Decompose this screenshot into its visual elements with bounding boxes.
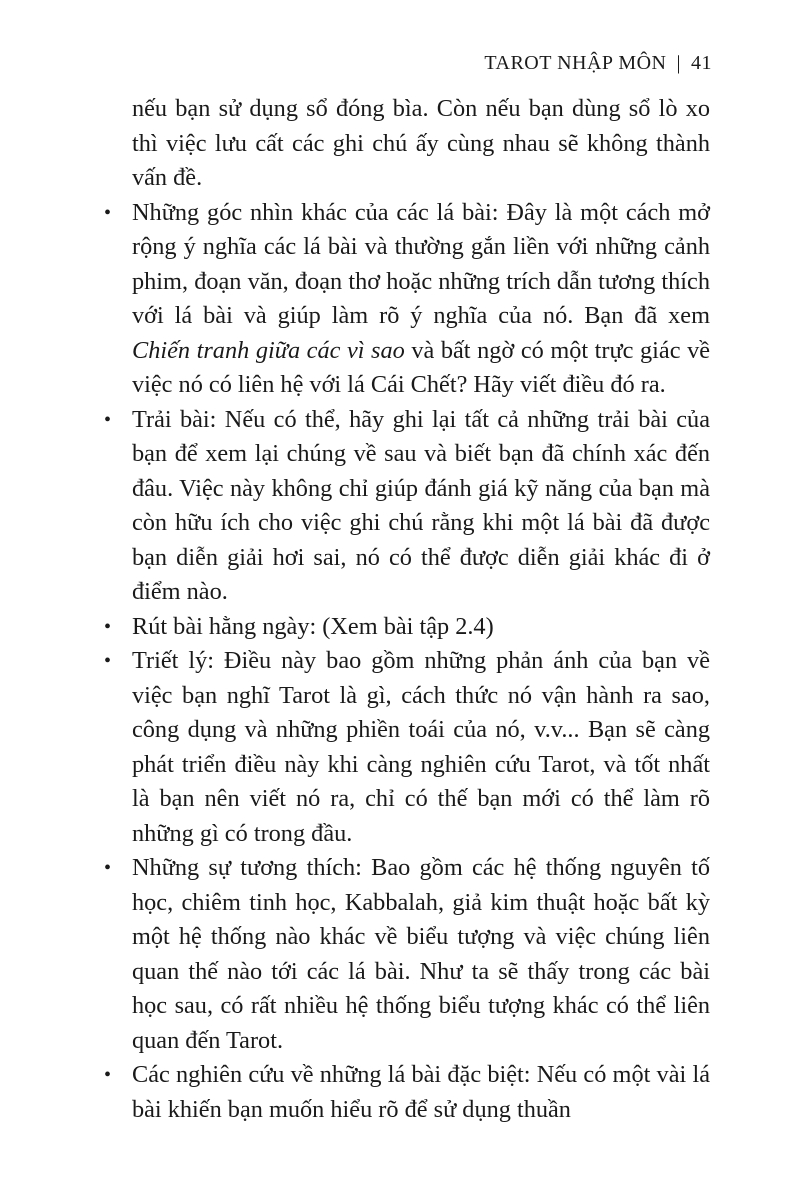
list-item-text: Triết lý: Điều này bao gồm những phản ánh của bạn về việc bạn nghĩ Tarot là gì, cách thức nó vận hành ra sao, công dụng và những phiền toái của nó, v.v... Bạn sẽ càng phát triển điều này khi càng nghiên cứu Tarot, và tốt nhất là bạn nên viết nó ra, chỉ có thế bạn mới có thể làm rõ những gì có trong đầu. bbox=[132, 647, 710, 847]
list-item-text: Trải bài: Nếu có thể, hãy ghi lại tất cả những trải bài của bạn để xem lại chúng về sau và biết bạn đã chính xác đến đâu. Việc này không chỉ giúp đánh giá kỹ năng của bạn mà còn hữu ích cho việc ghi chú rằng khi một lá bài đã được bạn diễn giải hơi sai, nó có thể được diễn giải khác đi ở điểm nào. bbox=[132, 405, 710, 605]
bullet-icon: • bbox=[104, 650, 112, 672]
list-item-text: Những góc nhìn khác của các lá bài: Đây là một cách mở rộng ý nghĩa các lá bài và thường gắn liền với những cảnh phim, đoạn văn, đoạn thơ hoặc những trích dẫn tương thích với lá bài và giúp làm rõ ý nghĩa của nó. Bạn đã xem bbox=[132, 198, 710, 329]
list-item-text: Các nghiên cứu về những lá bài đặc biệt: Nếu có một vài lá bài khiến bạn muốn hiểu rõ để sử dụng thuần bbox=[132, 1061, 710, 1123]
list-item-text: Rút bài hằng ngày: (Xem bài tập 2.4) bbox=[132, 612, 494, 640]
list-item bbox=[96, 851, 710, 1058]
header-separator: | bbox=[676, 52, 681, 74]
bullet-icon: • bbox=[104, 408, 112, 431]
movie-title: Chiến tranh giữa các vì sao bbox=[132, 336, 405, 364]
list-item-text: Những sự tương thích: Bao gồm các hệ thống nguyên tố học, chiêm tinh học, Kabbalah, giả kim thuật hoặc bất kỳ một hệ thống nào khác về biểu tượng và việc chúng liên quan thế nào tới các lá bài. Như ta sẽ thấy trong các bài học sau, có rất nhiều hệ thống biểu tượng khác có thể liên quan đến Tarot. bbox=[132, 854, 710, 1054]
book-title: TAROT NHẬP MÔN bbox=[484, 52, 667, 74]
bullet-icon: • bbox=[104, 615, 112, 638]
bullet-list bbox=[96, 196, 710, 1128]
list-item bbox=[96, 196, 710, 403]
list-item bbox=[96, 403, 710, 610]
bullet-icon: • bbox=[104, 1064, 112, 1086]
bullet-icon: • bbox=[104, 201, 112, 224]
page-number: 41 bbox=[691, 52, 712, 74]
intro-paragraph: nếu bạn sử dụng sổ đóng bìa. Còn nếu bạn dùng sổ lò xo thì việc lưu cất các ghi chú ấy cùng nhau sẽ không thành vấn đề. bbox=[132, 95, 710, 191]
page-body bbox=[96, 92, 710, 1127]
running-header bbox=[484, 52, 712, 75]
list-item bbox=[96, 610, 710, 645]
list-item bbox=[96, 644, 710, 851]
list-item bbox=[96, 1058, 710, 1127]
list-item-text: và bất ngờ có một trực giác về việc nó có liên hệ với lá Cái Chết? Hãy viết điều đó ra. bbox=[132, 336, 710, 398]
bullet-icon: • bbox=[104, 857, 112, 879]
